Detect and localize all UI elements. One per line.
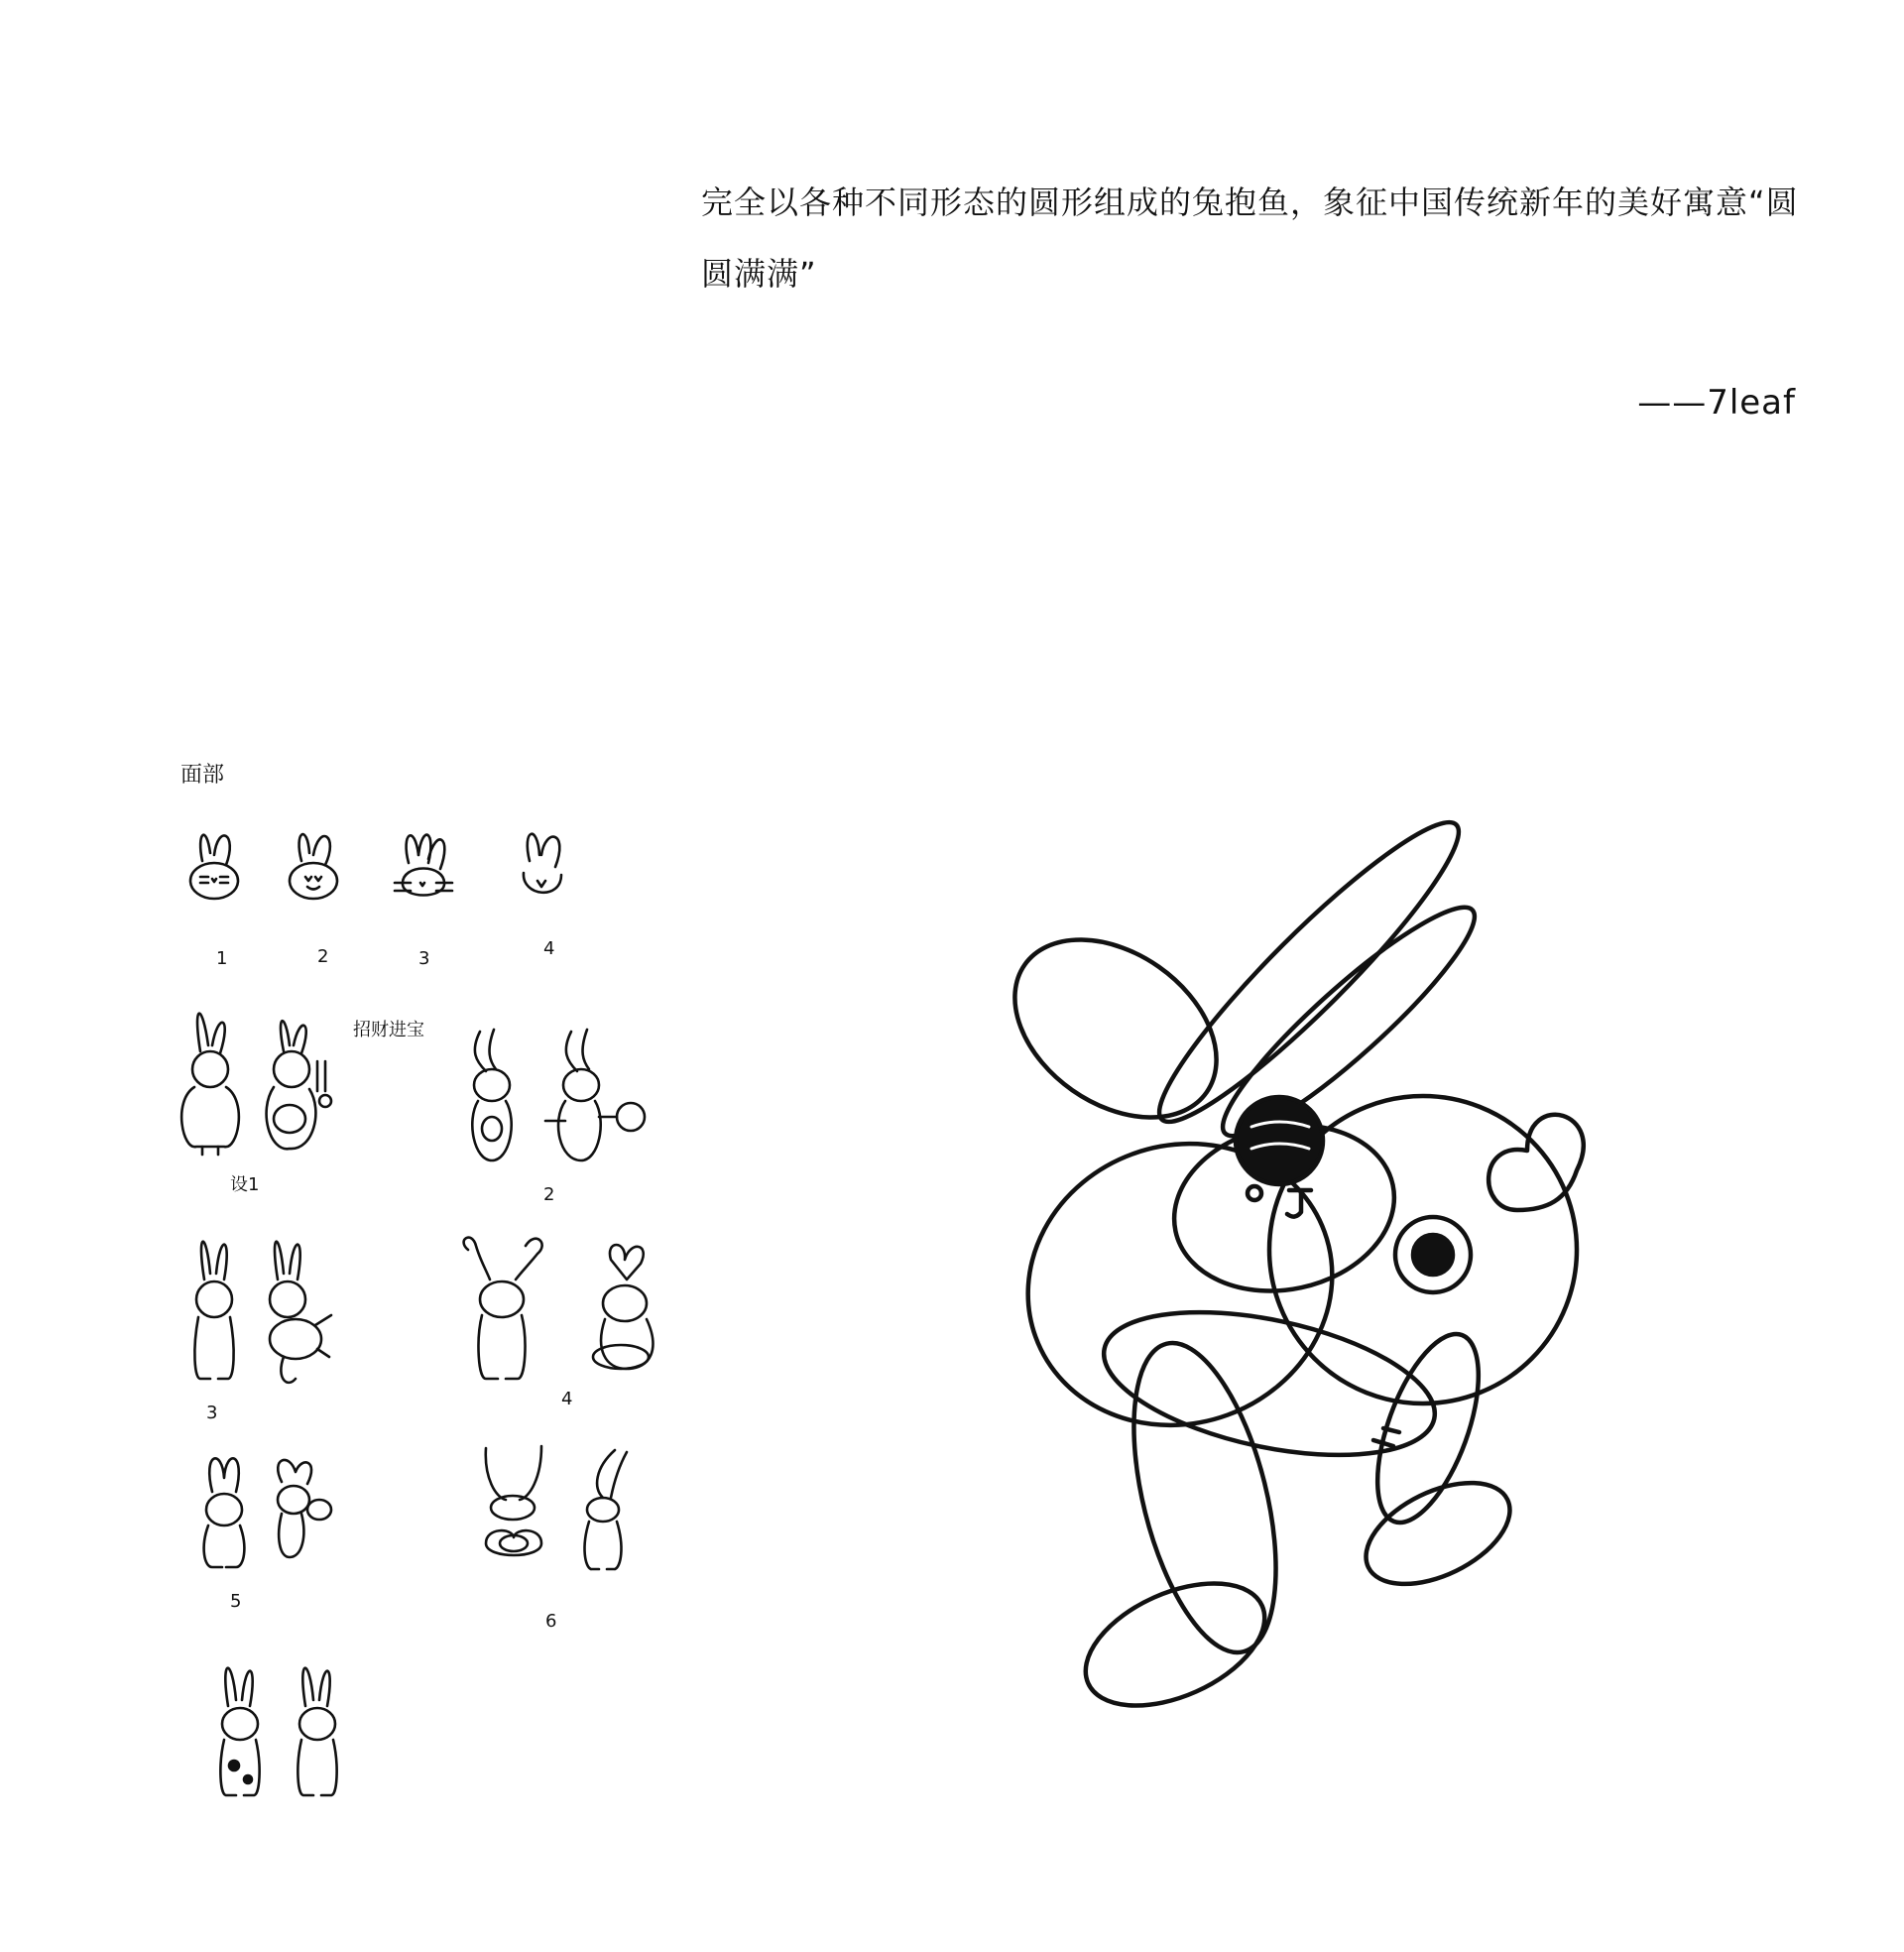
bunny-foot-left (1067, 1558, 1283, 1730)
side-text: 招财进宝 (353, 1020, 424, 1040)
fish-pupil (1413, 1235, 1453, 1275)
face-number-1: 1 (216, 948, 228, 969)
pose-label-3: 3 (206, 1403, 218, 1423)
pose-label-6: 6 (545, 1611, 557, 1632)
bunny-eye (1248, 1186, 1261, 1200)
pose-label-4: 4 (561, 1389, 573, 1409)
pose-label-1: 设1 (230, 1174, 260, 1195)
face-number-4: 4 (543, 938, 555, 959)
face-sketch-1 (190, 835, 238, 899)
signature: ——7leaf (1637, 383, 1796, 423)
pose-sketch-3 (194, 1242, 331, 1383)
sunglasses-icon (1236, 1097, 1323, 1184)
face-number-2: 2 (317, 946, 329, 967)
sketch-heading: 面部 (180, 763, 225, 788)
pose-sketch-1 (181, 1014, 331, 1155)
face-sketch-4 (524, 834, 561, 893)
pose-label-5: 5 (230, 1591, 242, 1612)
long-ear-shape (1135, 798, 1484, 1147)
bunny-arm (1091, 1286, 1447, 1481)
description-text: 完全以各种不同形态的圆形组成的兔抱鱼，象征中国传统新年的美好寓意“圆圆满满” (701, 183, 1799, 293)
pose-sketch-6 (486, 1446, 627, 1569)
face-sketch-3 (395, 835, 452, 896)
sketch-sheet (159, 744, 714, 1805)
pose-label-2: 2 (543, 1184, 555, 1205)
face-sketch-2 (290, 834, 337, 899)
bunny-leg-left (1107, 1329, 1303, 1666)
pose-sketch-4 (464, 1238, 654, 1379)
bunny-fish-illustration (992, 913, 1626, 1726)
pose-sketch-5 (204, 1458, 331, 1567)
pose-sketch-7 (220, 1668, 336, 1795)
pose-sketch-2 (472, 1030, 645, 1160)
face-number-3: 3 (418, 948, 430, 969)
